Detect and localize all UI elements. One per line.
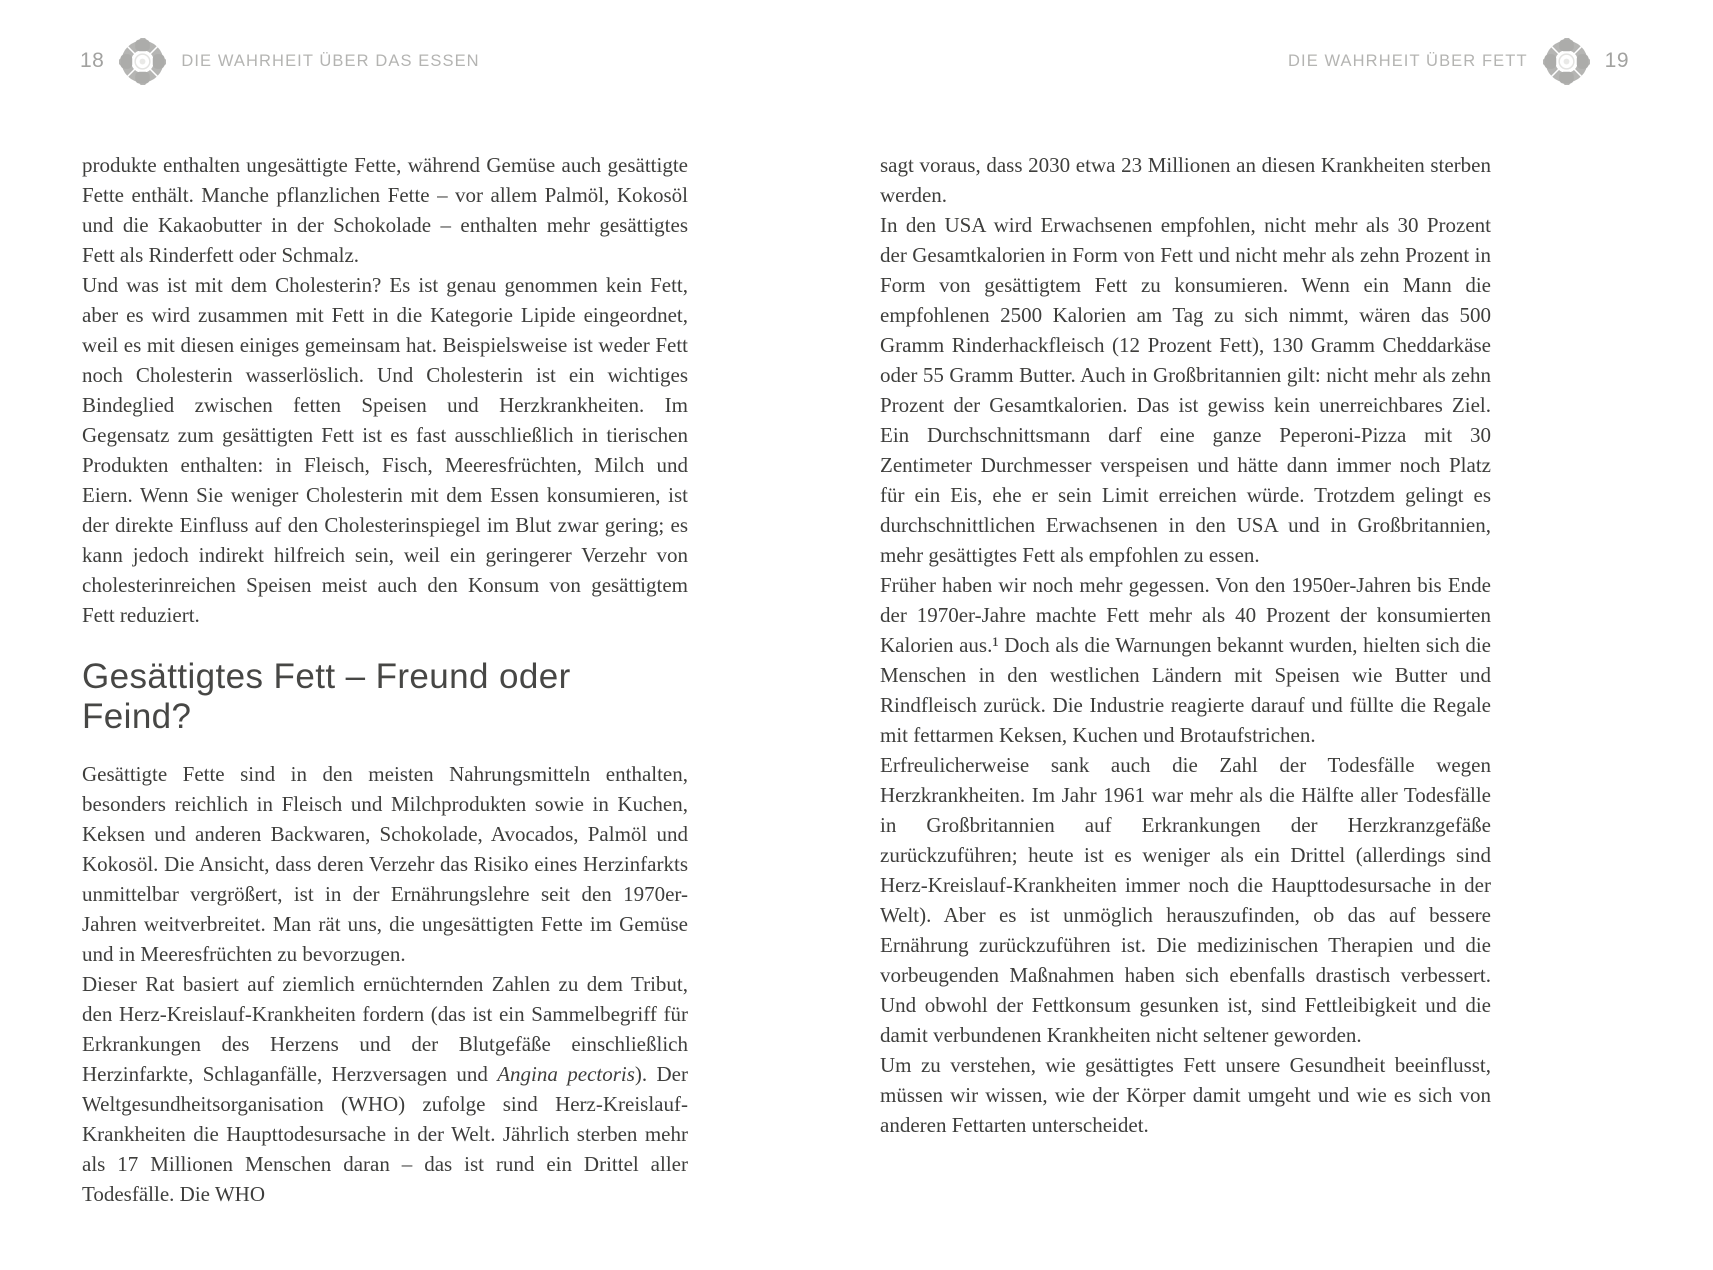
left-running-head-title: DIE WAHRHEIT ÜBER DAS ESSEN bbox=[181, 51, 480, 70]
paragraph-usa-recommendation: In den USA wird Erwachsenen empfohlen, nicht mehr als 30 Prozent der Gesamtkalorien in Form von Fett und nicht mehr als zehn Prozent in Form von gesättigtem Fett zu konsumieren. Wenn ein Mann die empfohlenen 2500 Kalorien am Tag zu sich nimmt, wären das 500 Gramm Rinderhackfleisch (12 Prozent Fett), 130 Gramm Cheddarkäse oder 55 Gramm Butter. Auch in Großbritannien gilt: nicht mehr als zehn Prozent der Gesamtkalorien. Das ist gewiss kein unerreichbares Ziel. Ein Durchschnittsmann darf eine ganze Peperoni-Pizza mit 30 Zentimeter Durchmesser verspeisen und hätte dann immer noch Platz für ein Eis, ehe er sein Limit erreichen würde. Trotzdem gelingt es durchschnittlichen Erwachsenen in den USA und in Großbritannien, mehr gesättigtes Fett als empfohlen zu essen. bbox=[880, 213, 1491, 567]
section-heading: Gesättigtes Fett – Freund oder Feind? bbox=[82, 657, 571, 737]
paragraph-cardio bbox=[82, 969, 688, 1209]
paragraph-cardio-before: Dieser Rat basiert auf ziemlich ernüchternden Zahlen zu dem Tribut, den Herz-Kreislauf-Krankheiten fordern (das ist ein Sammelbegriff für Erkrankungen des Herzens und der Blutgefäße einschließlich Herzinfarkte, Schlaganfälle, Herzversagen und bbox=[82, 971, 688, 1086]
right-running-head-title: DIE WAHRHEIT ÜBER FETT bbox=[1288, 51, 1528, 70]
left-running-head bbox=[80, 36, 480, 86]
left-page-text-block bbox=[82, 150, 688, 1209]
right-page-text-block bbox=[880, 150, 1491, 1140]
lifebuoy-icon bbox=[119, 38, 166, 85]
paragraph-who-forecast: sagt voraus, dass 2030 etwa 23 Millionen an diesen Krankheiten sterben werden. bbox=[880, 153, 1491, 207]
paragraph-saturated-fats: Gesättigte Fette sind in den meisten Nahrungsmitteln enthalten, besonders reichlich in Fleisch und Milchprodukten sowie in Kuchen, Keksen und anderen Backwaren, Schokolade, Avocados, Palmöl und Kokosöl. Die Ansicht, dass deren Verzehr das Risiko eines Herzinfarkts unmittelbar vergrößert, ist in der Ernährungslehre seit den 1970er-Jahren weitverbreitet. Man rät uns, die ungesättigten Fette im Gemüse und in Meeresfrüchten zu bevorzugen. bbox=[82, 761, 688, 966]
paragraph-cholesterol: Und was ist mit dem Cholesterin? Es ist genau genommen kein Fett, aber es wird zusammen mit Fett in die Kategorie Lipide eingeordnet, weil es mit diesen einiges gemeinsam hat. Beispielsweise ist weder Fett noch Cholesterin wasserlöslich. Und Cholesterin ist ein wichtiges Bindeglied zwischen fetten Speisen und Herzkrankheiten. Im Gegensatz zum gesättigten Fett ist es fast ausschließlich in tierischen Produkten enthalten: in Fleisch, Fisch, Meeresfrüchten, Milch und Eiern. Wenn Sie weniger Cholesterin mit dem Essen konsumieren, ist der direkte Einfluss auf den Cholesterinspiegel im Blut zwar gering; es kann jedoch indirekt hilfreich sein, weil ein geringerer Verzehr von cholesterinreichen Speisen meist auch den Konsum von gesättigtem Fett reduziert. bbox=[82, 273, 688, 627]
paragraph-death-decline: Erfreulicherweise sank auch die Zahl der Todesfälle wegen Herzkrankheiten. Im Jahr 1961 war mehr als die Hälfte aller Todesfälle in Großbritannien auf Erkrankungen der Herzkranzgefäße zurückzuführen; heute ist es weniger als ein Drittel (allerdings sind Herz-Kreislauf-Krankheiten immer noch die Haupttodesursache in der Welt). Aber es ist unmöglich herauszufinden, ob das auf bessere Ernährung zurückzuführen ist. Die medizinischen Therapien und die vorbeugenden Maßnahmen haben sich ebenfalls drastisch verbessert. Und obwohl der Fettkonsum gesunken ist, sind Fettleibigkeit und die damit verbundenen Krankheiten nicht seltener geworden. bbox=[880, 753, 1491, 1047]
right-page-number: 19 bbox=[1604, 49, 1629, 72]
left-page-number: 18 bbox=[80, 49, 105, 72]
paragraph-understanding: Um zu verstehen, wie gesättigtes Fett unsere Gesundheit beeinflusst, müssen wir wissen, wie der Körper damit umgeht und wie es sich von anderen Fettarten unterscheidet. bbox=[880, 1053, 1491, 1137]
paragraph-cardio-after: ). Der Weltgesundheitsorganisation (WHO) zufolge sind Herz-Kreislauf-Krankheiten die Haupttodesursache in der Welt. Jährlich sterben mehr als 17 Millionen Menschen daran – das ist rund ein Drittel aller Todesfälle. Die WHO bbox=[82, 1061, 688, 1206]
right-running-head bbox=[1288, 36, 1629, 86]
lifebuoy-icon bbox=[1543, 38, 1590, 85]
latin-term-italic: Angina pectoris bbox=[497, 1061, 635, 1086]
paragraph-plant-fats: produkte enthalten ungesättigte Fette, während Gemüse auch gesättigte Fette enthält. Manche pflanzlichen Fette – vor allem Palmöl, Kokosöl und die Kakaobutter in der Schokolade – enthalten mehr gesättigtes Fett als Rinderfett oder Schmalz. bbox=[82, 153, 688, 267]
paragraph-past-consumption: Früher haben wir noch mehr gegessen. Von den 1950er-Jahren bis Ende der 1970er-Jahre machte Fett mehr als 40 Prozent der konsumierten Kalorien aus.¹ Doch als die Warnungen bekannt wurden, hielten sich die Menschen in den westlichen Ländern mit Speisen wie Butter und Rindfleisch zurück. Die Industrie reagierte darauf und füllte die Regale mit fettarmen Keksen, Kuchen und Brotaufstrichen. bbox=[880, 573, 1491, 747]
